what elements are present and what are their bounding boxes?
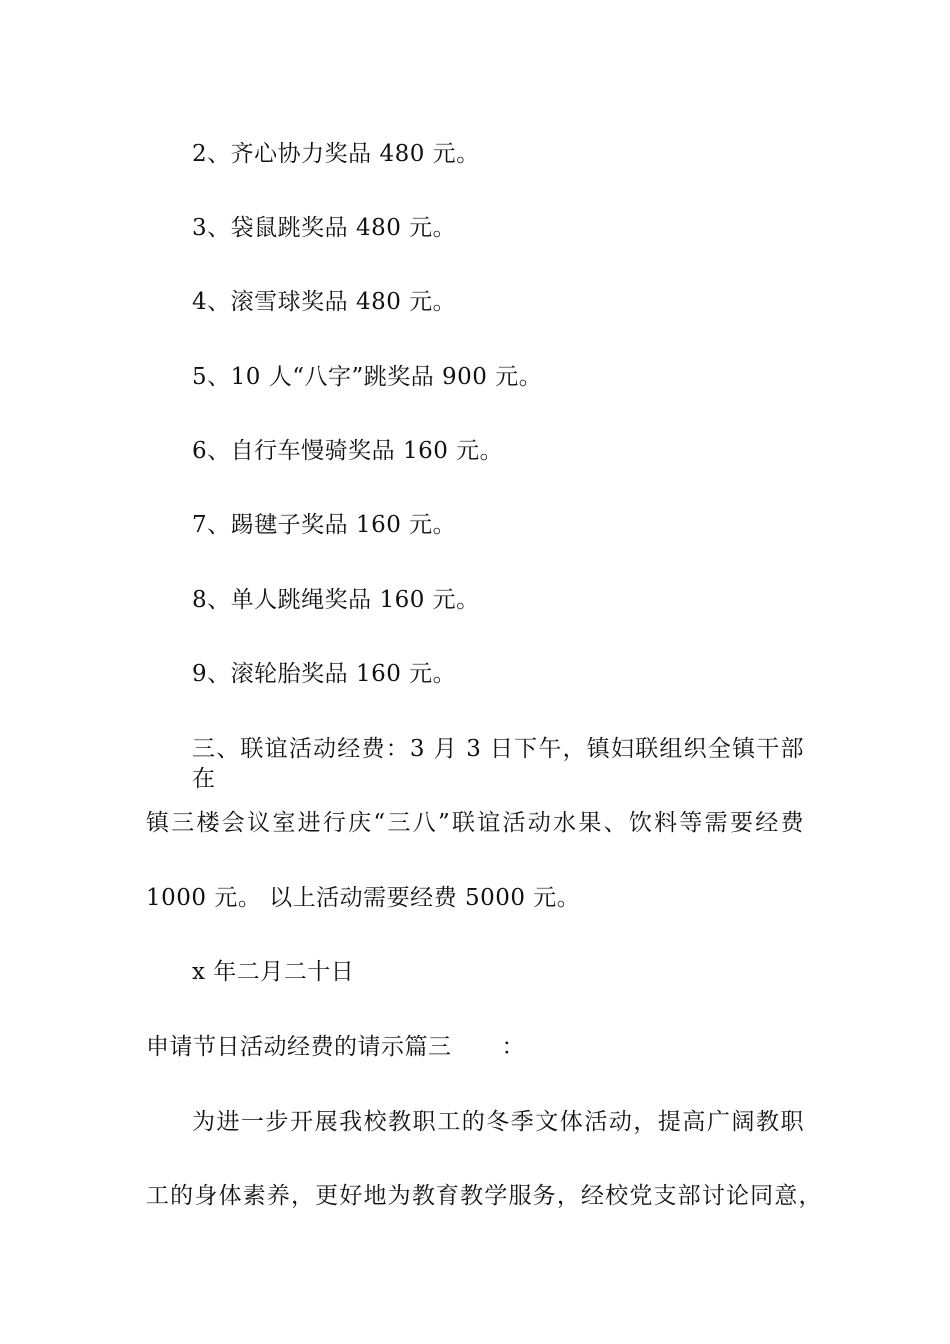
list-item: 6、自行车慢骑奖品 160 元。 [192, 438, 504, 464]
list-item: 7、踢毽子奖品 160 元。 [192, 512, 457, 538]
paragraph-line: 三、联谊活动经费：3 月 3 日下午，镇妇联组织全镇干部在 [192, 736, 804, 792]
list-item: 4、滚雪球奖品 480 元。 [192, 289, 457, 315]
section-title-text: 申请节日活动经费的请示篇三 [146, 1034, 452, 1060]
list-item: 8、单人跳绳奖品 160 元。 [192, 587, 480, 613]
list-item: 5、10 人“八字”跳奖品 900 元。 [192, 364, 543, 390]
date-line: x 年二月二十日 [192, 959, 355, 985]
paragraph-line: 镇三楼会议室进行庆“三八”联谊活动水果、饮料等需要经费 [146, 810, 804, 836]
paragraph-line: 1000 元。 以上活动需要经费 5000 元。 [146, 885, 581, 911]
list-item: 2、齐心协力奖品 480 元。 [192, 141, 480, 167]
list-item: 9、滚轮胎奖品 160 元。 [192, 661, 457, 687]
list-item: 3、袋鼠跳奖品 480 元。 [192, 215, 457, 241]
section-title [146, 1032, 826, 1062]
paragraph-line: 工的身体素养，更好地为教育教学服务，经校党支部讨论同意， [146, 1183, 822, 1209]
paragraph-line: 为进一步开展我校教职工的冬季文体活动，提高广阔教职 [192, 1109, 804, 1135]
section-title-colon: ： [501, 1034, 525, 1060]
